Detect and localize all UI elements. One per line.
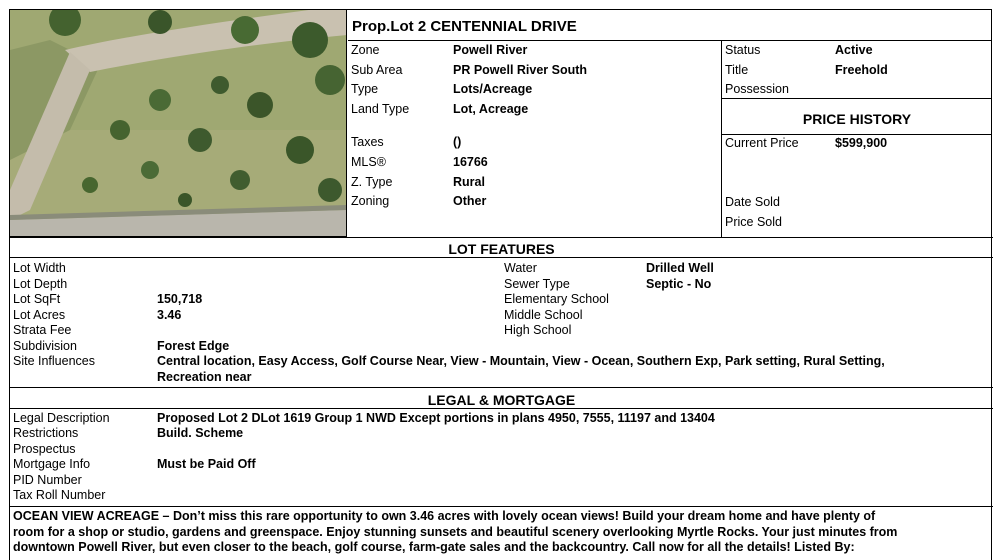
lot-feature-value: Septic - No	[646, 277, 712, 291]
detail-label: MLS®	[351, 155, 386, 169]
description-line: room for a shop or studio, gardens and greenspace. Enjoy stunning sunsets and beautiful scenery overlooking Myrtle Rocks. Your just minutes from	[13, 524, 898, 539]
lot-feature-label: Elementary School	[504, 292, 609, 306]
detail-value: Powell River	[453, 43, 528, 57]
detail-label: Taxes	[351, 135, 384, 149]
legal-mortgage-heading: LEGAL & MORTGAGE	[10, 387, 993, 409]
detail-label: Type	[351, 82, 379, 96]
lot-feature-label: Lot Depth	[13, 277, 68, 291]
current-price-value: $599,900	[835, 136, 888, 150]
lot-feature-value: Drilled Well	[646, 261, 714, 275]
status-value: Active	[835, 43, 873, 57]
detail-value: 16766	[453, 155, 488, 169]
lot-feature-value: 3.46	[157, 308, 182, 322]
legal-label: Mortgage Info	[13, 457, 91, 471]
site-influences-value: Central location, Easy Access, Golf Course Near, View - Mountain, View - Ocean, Southern Exp, Park setting, Rural Setting,	[157, 354, 885, 368]
detail-label: Z. Type	[351, 175, 393, 189]
lot-feature-label: Lot SqFt	[13, 292, 61, 306]
legal-label: Restrictions	[13, 426, 79, 440]
property-photo	[10, 10, 347, 237]
detail-label: Zoning	[351, 194, 390, 208]
legal-value: Proposed Lot 2 DLot 1619 Group 1 NWD Except portions in plans 4950, 7555, 11197 and 13404	[157, 411, 715, 425]
status-label: Possession	[725, 82, 789, 96]
detail-label: Zone	[351, 43, 380, 57]
legal-value: Build. Scheme	[157, 426, 244, 440]
legal-label: Legal Description	[13, 411, 110, 425]
detail-value: Lots/Acreage	[453, 82, 533, 96]
lot-feature-label: Sewer Type	[504, 277, 570, 291]
status-value: Freehold	[835, 63, 888, 77]
detail-value: ()	[453, 135, 462, 149]
detail-label: Land Type	[351, 102, 410, 116]
detail-label: Sub Area	[351, 63, 403, 77]
legal-value: Must be Paid Off	[157, 457, 256, 471]
lot-feature-label: Water	[504, 261, 537, 275]
date-sold-label: Date Sold	[725, 195, 780, 209]
lot-feature-label: High School	[504, 323, 572, 337]
listing-sheet	[9, 9, 992, 560]
lot-features-heading: LOT FEATURES	[10, 237, 993, 258]
site-influences-value-cont: Recreation near	[157, 370, 252, 384]
legal-label: Prospectus	[13, 442, 76, 456]
lot-feature-label: Lot Acres	[13, 308, 66, 322]
detail-value: Rural	[453, 175, 485, 189]
price-history-heading: PRICE HISTORY	[722, 99, 992, 135]
legal-label: Tax Roll Number	[13, 488, 106, 502]
lot-feature-label: Middle School	[504, 308, 583, 322]
lot-feature-label: Site Influences	[13, 354, 95, 368]
description-line: downtown Powell River, but even closer to the beach, golf course, farm-gate sales and the backcountry. Call now for all the details! Listed By:	[13, 540, 855, 554]
listing-description	[10, 506, 993, 560]
lot-feature-label: Strata Fee	[13, 323, 72, 337]
description-line: OCEAN VIEW ACREAGE – Don’t miss this rare opportunity to own 3.46 acres with lovely ocean views! Build your dream home and have plenty of	[13, 509, 876, 523]
lot-feature-value: 150,718	[157, 292, 203, 306]
legal-label: PID Number	[13, 473, 82, 487]
aerial-photo-image	[10, 10, 347, 237]
property-details	[348, 41, 722, 237]
status-label: Title	[725, 63, 749, 77]
detail-value: PR Powell River South	[453, 63, 588, 77]
current-price-label: Current Price	[725, 136, 799, 150]
price-sold-label: Price Sold	[725, 215, 782, 229]
price-history-panel	[722, 135, 992, 237]
status-panel	[722, 41, 992, 99]
lot-feature-value: Forest Edge	[157, 339, 230, 353]
listing-title: Prop.Lot 2 CENTENNIAL DRIVE	[348, 10, 992, 41]
detail-value: Lot, Acreage	[453, 102, 529, 116]
lot-feature-label: Lot Width	[13, 261, 66, 275]
status-label: Status	[725, 43, 761, 57]
lot-feature-label: Subdivision	[13, 339, 77, 353]
detail-value: Other	[453, 194, 487, 208]
